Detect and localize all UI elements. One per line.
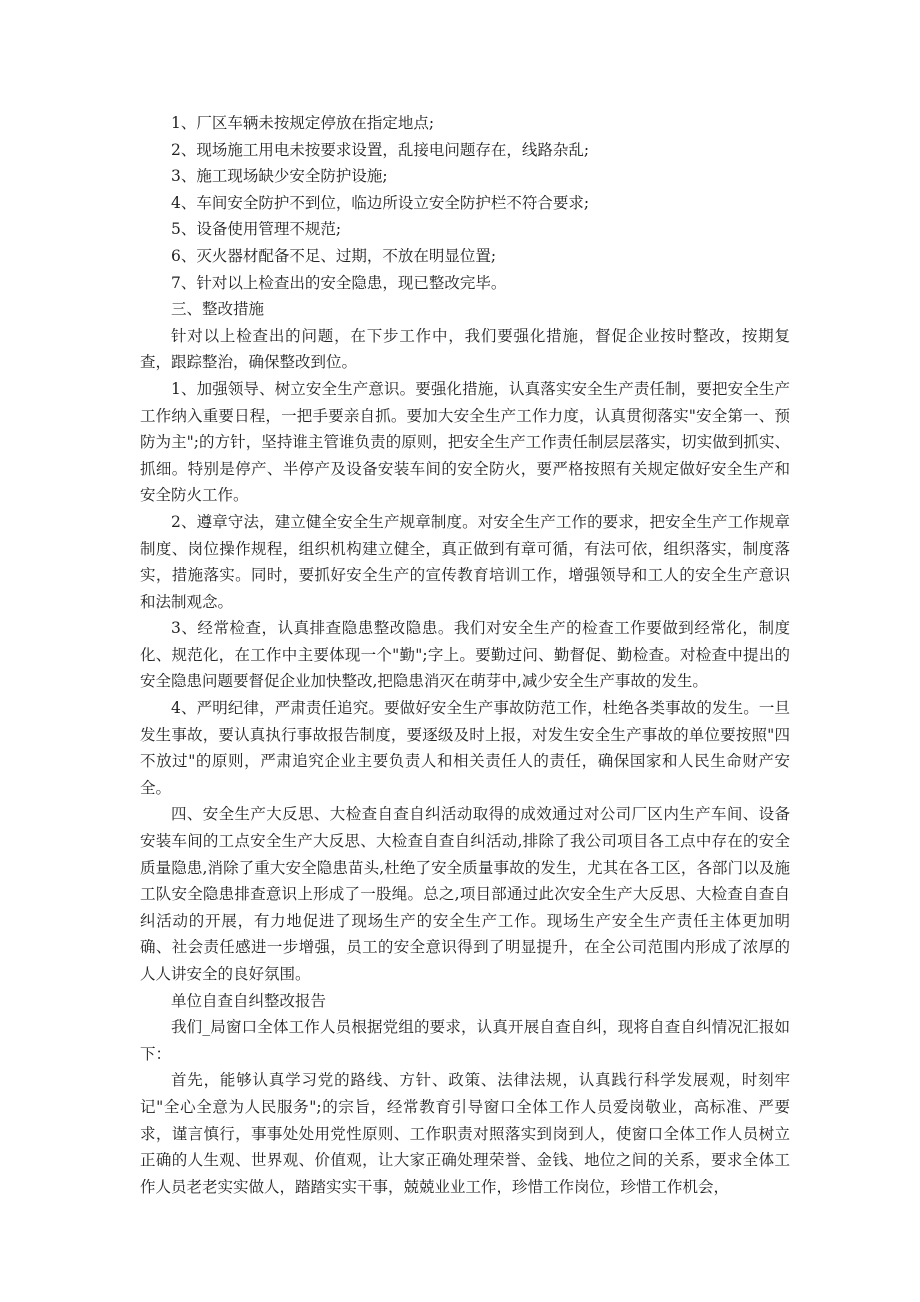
measure-3-paragraph: 3、经常检查，认真排查隐患整改隐患。我们对安全生产的检查工作要做到经常化，制度化、规范化，在工作中主要体现一个"勤";字上。要勤过问、勤督促、勤检查。对检查中提出的安全隐患问题要督促企业加快整改,把隐患消灭在萌芽中,减少安全生产事故的发生。 (140, 619, 790, 691)
list-item-4: 4、车间安全防护不到位，临边所设立安全防护栏不符合要求; (171, 193, 590, 212)
results-paragraph: 四、安全生产大反思、大检查自查自纠活动取得的成效通过对公司厂区内生产车间、设备安装车间的工点安全生产大反思、大检查自查自纠活动,排除了我公司项目各工点中存在的安全质量隐患,消除了重大安全隐患苗头,杜绝了安全质量事故的发生，尤其在各工区，各部门以及施工队安全隐患排查意识上形成了一股绳。总之,项目部通过此次安全生产大反思、大检查自查自纠活动的开展，有力地促进了现场生产的安全生产工作。现场生产安全生产责任主体更加明确、社会责任感进一步增强，员工的安全意识得到了明显提升，在全公司范围内形成了浓厚的人人讲安全的良好氛围。 (140, 805, 790, 983)
section-heading-measures: 三、整改措施 (171, 300, 265, 319)
list-item-5: 5、设备使用管理不规范; (171, 220, 342, 239)
measure-1-paragraph: 1、加强领导、树立安全生产意识。要强化措施，认真落实安全生产责任制，要把安全生产工作纳入重要日程，一把手要亲自抓。要加大安全生产工作力度，认真贯彻落实"安全第一、预防为主";的方针，坚持谁主管谁负责的原则，把安全生产工作责任制层层落实，切实做到抓实、抓细。特别是停产、半停产及设备安装车间的安全防火，要严格按照有关规定做好安全生产和安全防火工作。 (140, 379, 790, 505)
list-item-7: 7、针对以上检查出的安全隐患，现已整改完毕。 (171, 273, 507, 292)
list-item-6: 6、灭火器材配备不足、过期，不放在明显位置; (171, 246, 497, 265)
document-body (140, 110, 790, 1200)
measures-intro-paragraph: 针对以上检查出的问题，在下步工作中，我们要强化措施，督促企业按时整改，按期复查，跟踪整治，确保整改到位。 (140, 326, 790, 372)
report-intro-paragraph: 我们_局窗口全体工作人员根据党组的要求，认真开展自查自纠，现将自查自纠情况汇报如下： (140, 1018, 790, 1063)
list-item-3: 3、施工现场缺少安全防护设施; (171, 167, 388, 186)
list-item-2: 2、现场施工用电未按要求设置，乱接电问题存在，线路杂乱; (171, 140, 590, 159)
report-first-point-paragraph: 首先，能够认真学习党的路线、方针、政策、法律法规，认真践行科学发展观，时刻牢记"全心全意为人民服务";的宗旨，经常教育引导窗口全体工作人员爱岗敬业，高标准、严要求，谨言慎行，事事处处用党性原则、工作职责对照落实到岗到人，使窗口全体工作人员树立正确的人生观、世界观、价值观，让大家正确处理荣誉、金钱、地位之间的关系，要求全体工作人员老老实实做人，踏踏实实干事，兢兢业业工作，珍惜工作岗位，珍惜工作机会， (140, 1071, 790, 1196)
report-title: 单位自查自纠整改报告 (171, 991, 327, 1010)
measure-4-paragraph: 4、严明纪律，严肃责任追究。要做好安全生产事故防范工作，杜绝各类事故的发生。一旦发生事故，要认真执行事故报告制度，要逐级及时上报，对发生安全生产事故的单位要按照"四不放过"的原则，严肃追究企业主要负责人和相关责任人的责任，确保国家和人民生命财产安全。 (140, 699, 790, 797)
list-item-1: 1、厂区车辆未按规定停放在指定地点; (171, 114, 435, 132)
measure-2-paragraph: 2、遵章守法，建立健全安全生产规章制度。对安全生产工作的要求，把安全生产工作规章制度、岗位操作规程，组织机构建立健全，真正做到有章可循，有法可依，组织落实，制度落实，措施落实。同时，要抓好安全生产的宣传教育培训工作，增强领导和工人的安全生产意识和法制观念。 (140, 512, 790, 611)
